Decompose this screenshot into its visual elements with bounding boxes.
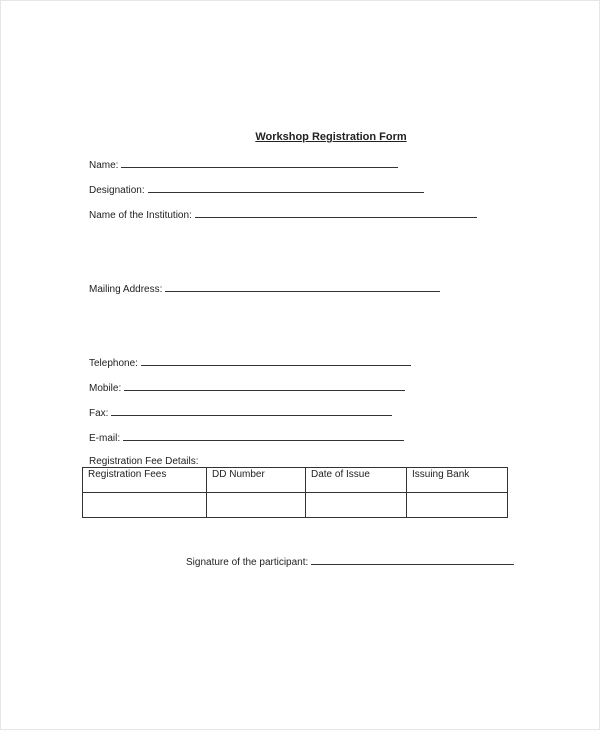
fee-cell-date-of-issue[interactable] xyxy=(306,493,407,518)
fee-table-row xyxy=(83,493,508,518)
name-label: Name: xyxy=(89,160,119,171)
telephone-label: Telephone: xyxy=(89,358,138,369)
fee-table-header-row xyxy=(83,468,508,493)
signature-field xyxy=(186,555,514,568)
fax-blank-line[interactable] xyxy=(111,406,392,416)
fee-header-dd-number: DD Number xyxy=(207,468,306,493)
email-blank-line[interactable] xyxy=(123,431,404,441)
institution-label: Name of the Institution: xyxy=(89,210,192,221)
fax-label: Fax: xyxy=(89,408,109,419)
email-field xyxy=(89,431,404,445)
telephone-field xyxy=(89,356,411,370)
institution-blank-line[interactable] xyxy=(195,208,477,218)
designation-blank-line[interactable] xyxy=(148,183,424,193)
signature-blank-line[interactable] xyxy=(311,555,514,565)
mobile-label: Mobile: xyxy=(89,383,122,394)
fee-table xyxy=(82,467,508,518)
fee-cell-registration-fees[interactable] xyxy=(83,493,207,518)
mobile-field xyxy=(89,381,405,395)
mailing-address-field xyxy=(89,282,440,296)
name-field xyxy=(89,158,398,172)
fee-header-date-of-issue: Date of Issue xyxy=(306,468,407,493)
email-label: E-mail: xyxy=(89,433,121,444)
name-blank-line[interactable] xyxy=(121,158,398,168)
fee-details-label: Registration Fee Details: xyxy=(89,456,199,467)
fee-header-registration-fees: Registration Fees xyxy=(83,468,207,493)
mailing-address-label: Mailing Address: xyxy=(89,284,163,295)
form-title: Workshop Registration Form xyxy=(255,131,407,143)
fee-cell-issuing-bank[interactable] xyxy=(407,493,508,518)
fee-cell-dd-number[interactable] xyxy=(207,493,306,518)
signature-label: Signature of the participant: xyxy=(186,557,309,568)
fax-field xyxy=(89,406,392,420)
mailing-address-blank-line[interactable] xyxy=(165,282,440,292)
telephone-blank-line[interactable] xyxy=(141,356,411,366)
institution-field xyxy=(89,208,477,222)
fee-header-issuing-bank: Issuing Bank xyxy=(407,468,508,493)
designation-label: Designation: xyxy=(89,185,145,196)
mobile-blank-line[interactable] xyxy=(124,381,405,391)
designation-field xyxy=(89,183,424,197)
